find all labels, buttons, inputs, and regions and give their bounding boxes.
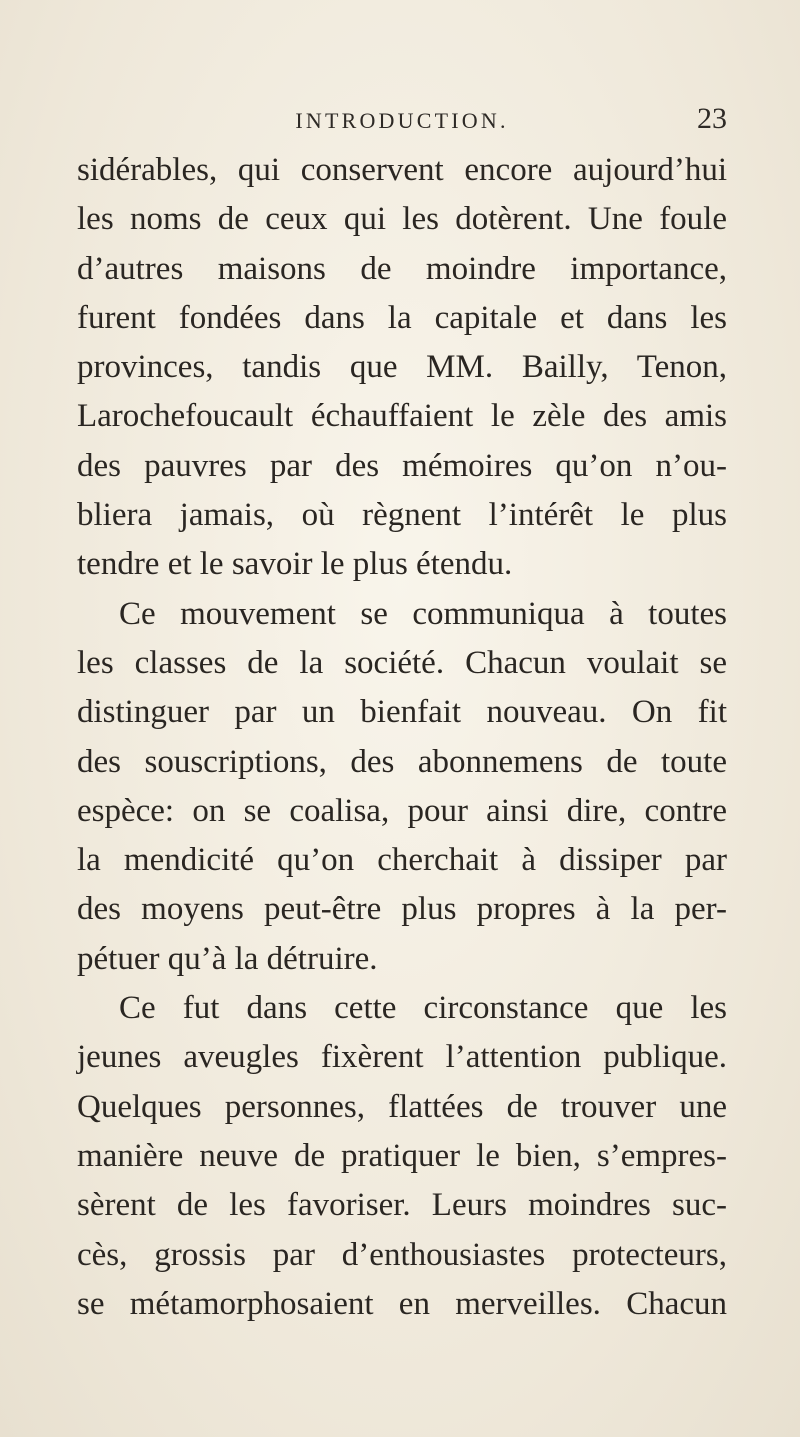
text-line: Larochefoucault échauffaient le zèle des amis (77, 398, 727, 435)
text-line: cès, grossis par d’enthousiastes protecteurs, (77, 1236, 727, 1273)
text-line: des souscriptions, des abonnemens de toute (77, 743, 727, 780)
paragraph-start-line: Ce fut dans cette circonstance que les (119, 990, 727, 1027)
text-line: furent fondées dans la capitale et dans les (77, 299, 727, 336)
text-line: les classes de la société. Chacun voulait se (77, 644, 727, 681)
paragraph-start-line: Ce mouvement se communiqua à toutes (119, 595, 727, 632)
page-number: 23 (697, 102, 727, 135)
text-line: d’autres maisons de moindre importance, (77, 250, 727, 287)
body-text (77, 146, 727, 1329)
text-line: distinguer par un bienfait nouveau. On fit (77, 694, 727, 731)
text-line: Quelques personnes, flattées de trouver une (77, 1088, 727, 1125)
text-line: provinces, tandis que MM. Bailly, Tenon, (77, 349, 727, 386)
text-line: pétuer qu’à la détruire. (77, 940, 378, 977)
text-line: la mendicité qu’on cherchait à dissiper par (77, 842, 727, 879)
text-line: des moyens peut-être plus propres à la per- (77, 891, 727, 928)
text-line: bliera jamais, où règnent l’intérêt le plus (77, 497, 727, 534)
text-line: les noms de ceux qui les dotèrent. Une foule (77, 201, 727, 238)
text-line: espèce: on se coalisa, pour ainsi dire, contre (77, 792, 727, 829)
text-line: jeunes aveugles fixèrent l’attention publique. (77, 1039, 727, 1076)
running-title: INTRODUCTION. (295, 108, 509, 133)
text-line: sèrent de les favoriser. Leurs moindres suc- (77, 1187, 727, 1224)
text-line: se métamorphosaient en merveilles. Chacun (77, 1285, 727, 1322)
text-line: manière neuve de pratiquer le bien, s’empres- (77, 1137, 727, 1174)
page-header (77, 104, 727, 144)
text-line: des pauvres par des mémoires qu’on n’ou- (77, 447, 727, 484)
text-line: sidérables, qui conservent encore aujourd’hui (77, 152, 727, 188)
text-line: tendre et le savoir le plus étendu. (77, 546, 513, 583)
